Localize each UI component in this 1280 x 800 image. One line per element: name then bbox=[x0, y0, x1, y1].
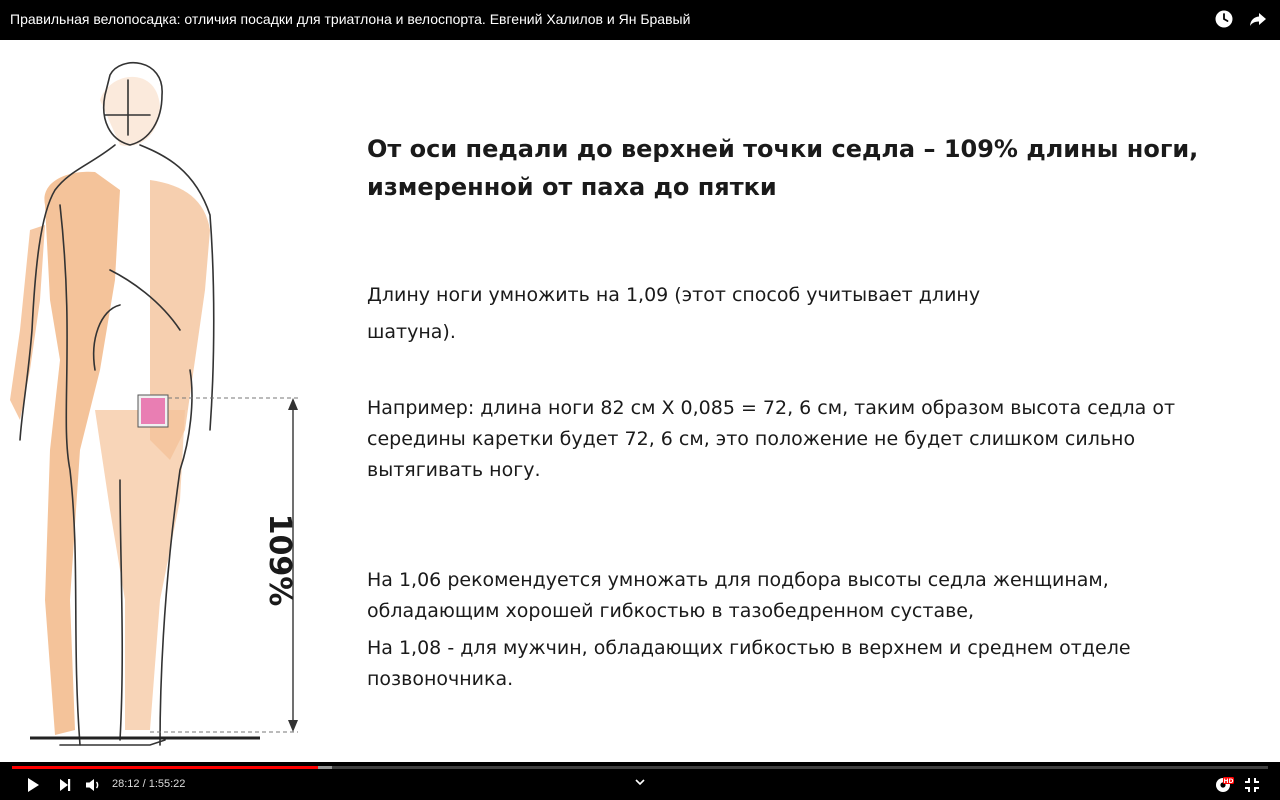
settings-hd-icon[interactable] bbox=[1214, 776, 1232, 794]
volume-icon[interactable] bbox=[84, 776, 102, 794]
video-frame-slide[interactable] bbox=[0, 40, 1280, 762]
watch-later-icon[interactable] bbox=[1214, 9, 1234, 29]
slide-example-paragraph bbox=[367, 393, 1175, 486]
video-top-bar bbox=[0, 0, 1280, 40]
exit-fullscreen-icon[interactable] bbox=[1243, 776, 1261, 794]
slide-text-line: На 1,06 рекомендуется умножать для подбора высоты седла женщинам, bbox=[367, 569, 1109, 591]
slide-text-line: середины каретки будет 72, 6 см, это положение не будет слишком сильно bbox=[367, 428, 1136, 450]
body-figure-illustration bbox=[0, 40, 340, 762]
time-display: 28:12 / 1:55:22 bbox=[112, 778, 186, 790]
slide-men-paragraph bbox=[367, 633, 1131, 695]
svg-text:HD: HD bbox=[1223, 777, 1234, 785]
slide-text-line: Например: длина ноги 82 см Х 0,085 = 72, 6 см, таким образом высота седла от bbox=[367, 397, 1176, 419]
chevron-down-icon[interactable] bbox=[632, 774, 650, 792]
play-button[interactable] bbox=[24, 776, 42, 794]
slide-paragraph: Длину ноги умножить на 1,09 (этот способ учитывает длину bbox=[367, 284, 981, 306]
slide-paragraph: шатуна). bbox=[367, 321, 456, 343]
progress-played bbox=[12, 766, 318, 769]
slide-text-line: позвоночника. bbox=[367, 668, 514, 690]
player-controls bbox=[0, 762, 1280, 800]
slide-text-line: вытягивать ногу. bbox=[367, 459, 541, 481]
slide-heading bbox=[367, 130, 1247, 206]
share-icon[interactable] bbox=[1248, 9, 1268, 29]
video-title[interactable]: Правильная велопосадка: отличия посадки для триатлона и велоспорта. Евгений Халилов и Ян Бравый bbox=[10, 11, 691, 27]
figure-percent-label: 109% bbox=[262, 513, 297, 607]
next-button[interactable] bbox=[56, 776, 74, 794]
slide-text-line: На 1,08 - для мужчин, обладающих гибкостью в верхнем и среднем отделе bbox=[367, 637, 1131, 659]
slide-heading-line: измеренной от паха до пятки bbox=[367, 173, 777, 201]
slide-text-line: обладающим хорошей гибкостью в тазобедренном суставе, bbox=[367, 600, 975, 622]
progress-bar[interactable] bbox=[12, 766, 1268, 769]
slide-heading-line: От оси педали до верхней точки седла – 109% длины ноги, bbox=[367, 135, 1199, 163]
slide-women-paragraph bbox=[367, 565, 1109, 627]
